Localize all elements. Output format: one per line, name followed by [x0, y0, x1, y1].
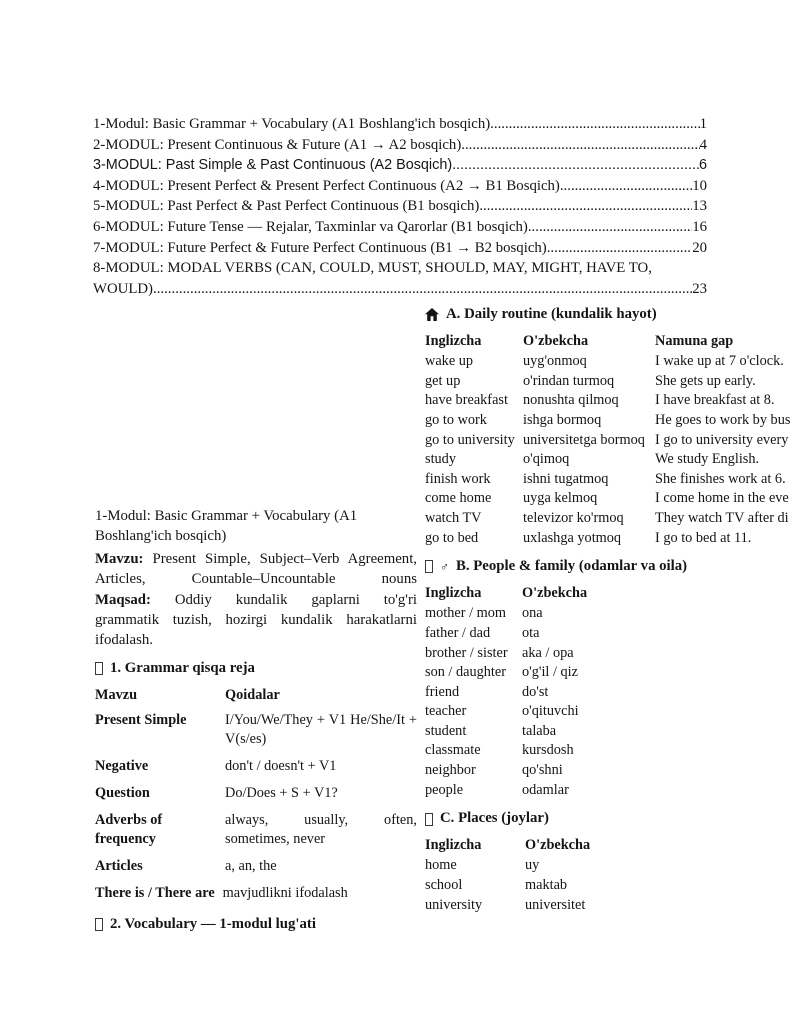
toc-entry-title: 1-Modul: Basic Grammar + Vocabulary (A1 Boshlang'ich bosqich) — [93, 116, 491, 132]
section-1-heading — [95, 658, 417, 678]
grammar-topic-header: Mavzu — [95, 687, 138, 704]
toc-entry — [93, 279, 707, 300]
example-cell: I have breakfast at 8. — [655, 392, 775, 409]
column-header: O'zbekcha — [522, 584, 588, 601]
toc-leader-dots — [528, 217, 692, 238]
vocab-uz-cell: ona — [522, 605, 543, 622]
vocab-en-cell: school — [425, 877, 463, 894]
toc-entry-title: 7-MODUL: Future Perfect & Future Perfect Continuous (B1 → B2 bosqich) — [93, 239, 547, 256]
vocab-uz-cell: o'qimoq — [523, 451, 570, 468]
grammar-rule-cell: always, usually, often, sometimes, never — [225, 812, 417, 848]
mavzu-text: Present Simple, Subject–Verb Agreement, Articles, Countable–Uncountable nouns — [95, 550, 417, 588]
toc-entry-title: 3-MODUL: Past Simple & Past Continuous (A2 Bosqich) — [93, 157, 453, 174]
column-header: O'zbekcha — [523, 332, 589, 349]
grammar-rule-cell: don't / doesn't + V1 — [225, 758, 337, 775]
table-row — [95, 853, 417, 880]
toc-leader-dots — [452, 155, 699, 176]
people-family-table — [425, 584, 800, 801]
vocab-en-cell: go to university — [425, 431, 515, 448]
toc-entry — [93, 238, 707, 259]
example-cell: I come home in the eve — [655, 490, 789, 507]
toc-leader-dots — [547, 238, 692, 259]
example-cell: He goes to work by bus — [655, 411, 791, 428]
toc-leader-dots — [461, 135, 699, 156]
mavzu-paragraph — [95, 549, 417, 590]
section-a-heading — [425, 305, 800, 325]
vocab-uz-cell: kursdosh — [522, 742, 574, 759]
table-row — [95, 780, 417, 807]
vocab-en-cell: get up — [425, 372, 461, 389]
toc-entry-page: 10 — [692, 177, 707, 194]
missing-glyph-icon — [95, 918, 103, 931]
toc-leader-dots — [560, 176, 692, 197]
toc-entry-page: 20 — [692, 239, 707, 256]
grammar-rule-cell: I/You/We/They + V1 He/She/It + V(s/es) — [225, 712, 417, 748]
vocab-en-cell: come home — [425, 490, 492, 507]
vocab-en-cell: home — [425, 857, 457, 874]
toc-leader-dots — [490, 114, 699, 135]
right-column — [425, 303, 800, 915]
vocab-uz-cell: talaba — [522, 722, 557, 739]
example-cell: I wake up at 7 o'clock. — [655, 353, 784, 370]
vocab-en-cell: go to bed — [425, 529, 479, 546]
toc-entry-page: 23 — [692, 280, 707, 297]
grammar-rule-cell: a, an, the — [225, 858, 277, 875]
column-header: Namuna gap — [655, 332, 734, 349]
male-sign-icon: ♂ — [440, 559, 449, 574]
vocab-uz-cell: nonushta qilmoq — [523, 392, 619, 409]
grammar-topic-cell: Negative — [95, 758, 149, 775]
vocab-uz-cell: universitetga bormoq — [523, 431, 645, 448]
vocab-uz-cell: televizor ko'rmoq — [523, 509, 624, 526]
vocab-en-cell: people — [425, 781, 464, 798]
vocab-uz-cell: aka / opa — [522, 644, 574, 661]
vocab-en-cell: father / dad — [425, 624, 491, 641]
column-header: Inglizcha — [425, 584, 482, 601]
toc-entry — [93, 258, 707, 279]
vocab-uz-cell: uxlashga yotmoq — [523, 529, 622, 546]
section-b-title: B. People & family (odamlar va oila) — [456, 558, 688, 575]
vocab-en-cell: brother / sister — [425, 644, 508, 661]
vocab-en-cell: finish work — [425, 470, 491, 487]
module-title: 1-Modul: Basic Grammar + Vocabulary (A1 Boshlang'ich bosqich) — [95, 508, 358, 545]
vocab-uz-cell: o'g'il / qiz — [522, 664, 578, 681]
grammar-rule-header: Qoidalar — [225, 687, 280, 704]
toc-entry — [93, 176, 707, 197]
example-cell: She finishes work at 6. — [655, 470, 786, 487]
toc-leader-dots — [153, 279, 692, 300]
toc-leader-dots — [479, 196, 692, 217]
vocab-uz-cell: ishga bormoq — [523, 411, 602, 428]
table-header-row — [95, 684, 417, 707]
toc-entry-title: 8-MODUL: MODAL VERBS (CAN, COULD, MUST, SHOULD, MAY, MIGHT, HAVE TO, — [93, 260, 652, 277]
vocab-uz-cell: ishni tugatmoq — [523, 470, 609, 487]
example-cell: She gets up early. — [655, 372, 756, 389]
vocab-uz-cell: uyg'onmoq — [523, 353, 587, 370]
toc-entry — [93, 196, 707, 217]
table-row — [95, 707, 417, 753]
toc-entry-title: 6-MODUL: Future Tense — Rejalar, Taxminlar va Qarorlar (B1 bosqich) — [93, 218, 528, 235]
vocab-en-cell: student — [425, 722, 467, 739]
vocab-en-cell: mother / mom — [425, 605, 507, 622]
house-icon — [425, 308, 439, 321]
mavzu-label: Mavzu: — [95, 550, 144, 567]
toc-entry-title: 5-MODUL: Past Perfect & Past Perfect Continuous (B1 bosqich) — [93, 198, 480, 215]
vocab-uz-cell: qo'shni — [522, 762, 563, 779]
grammar-table — [95, 684, 417, 907]
vocab-en-cell: son / daughter — [425, 664, 506, 681]
table-of-contents — [93, 114, 707, 299]
grammar-rule-cell: mavjudlikni ifodalash — [222, 885, 348, 902]
maqsad-paragraph — [95, 590, 417, 651]
vocab-uz-cell: o'rindan turmoq — [523, 372, 615, 389]
toc-entry-page: 1 — [699, 116, 707, 132]
grammar-topic-cell: Articles — [95, 858, 143, 875]
vocab-uz-cell: uy — [525, 857, 540, 874]
toc-entry — [93, 155, 707, 176]
vocab-uz-cell: odamlar — [522, 781, 569, 798]
vocab-en-cell: classmate — [425, 742, 481, 759]
section-b-heading — [425, 557, 800, 577]
vocab-en-cell: university — [425, 896, 483, 913]
column-header: Inglizcha — [425, 332, 482, 349]
daily-routine-table — [425, 332, 800, 549]
toc-entry-title: WOULD) — [93, 280, 153, 297]
section-2-heading — [95, 914, 417, 934]
toc-entry — [93, 217, 707, 238]
places-table — [425, 836, 800, 915]
vocab-uz-cell: ota — [522, 624, 540, 641]
example-cell: We study English. — [655, 451, 760, 468]
grammar-topic-cell: Present Simple — [95, 712, 187, 729]
vocab-uz-cell: universitet — [525, 896, 586, 913]
left-column — [95, 506, 417, 941]
example-cell: They watch TV after di — [655, 509, 789, 526]
toc-entry — [93, 135, 707, 156]
vocab-en-cell: friend — [425, 683, 460, 700]
toc-entry-page: 6 — [698, 157, 707, 174]
missing-glyph-icon — [425, 813, 433, 826]
vocab-en-cell: go to work — [425, 411, 487, 428]
toc-entry-page: 13 — [692, 198, 707, 215]
missing-glyph-icon — [95, 662, 103, 675]
section-a-title: A. Daily routine (kundalik hayot) — [446, 306, 657, 322]
section-c-heading — [425, 809, 800, 829]
table-row — [95, 753, 417, 780]
table-row — [95, 807, 417, 853]
toc-entry-title: 4-MODUL: Present Perfect & Present Perfect Continuous (A2 → B1 Bosqich) — [93, 177, 560, 194]
maqsad-label: Maqsad: — [95, 591, 151, 608]
grammar-topic-cell: Adverbs of frequency — [95, 812, 163, 848]
missing-glyph-icon — [425, 560, 433, 573]
grammar-rule-cell: Do/Does + S + V1? — [225, 785, 338, 802]
vocab-en-cell: teacher — [425, 703, 467, 720]
toc-entry-title: 2-MODUL: Present Continuous & Future (A1 → A2 bosqich) — [93, 136, 462, 153]
table-row — [95, 880, 417, 907]
vocab-en-cell: have breakfast — [425, 392, 508, 409]
toc-entry-page: 16 — [692, 218, 707, 235]
vocab-en-cell: watch TV — [425, 509, 482, 526]
toc-entry — [93, 114, 707, 135]
example-cell: I go to university every — [655, 431, 789, 448]
grammar-topic-cell: Question — [95, 785, 150, 802]
vocab-uz-cell: maktab — [525, 877, 568, 894]
section-2-title: 2. Vocabulary — 1-modul lug'ati — [110, 916, 316, 933]
column-header: O'zbekcha — [525, 836, 591, 853]
section-1-title: 1. Grammar qisqa reja — [110, 659, 255, 676]
grammar-topic-cell: There is / There are — [95, 885, 215, 902]
toc-entry-page: 4 — [699, 136, 707, 153]
vocab-uz-cell: o'qituvchi — [522, 703, 579, 720]
section-c-title: C. Places (joylar) — [440, 810, 549, 827]
vocab-en-cell: neighbor — [425, 762, 476, 779]
column-header: Inglizcha — [425, 836, 482, 853]
vocab-en-cell: wake up — [425, 353, 474, 370]
example-cell: I go to bed at 11. — [655, 529, 752, 546]
vocab-en-cell: study — [425, 451, 456, 468]
vocab-uz-cell: uyga kelmoq — [523, 490, 598, 507]
vocab-uz-cell: do'st — [522, 683, 549, 700]
maqsad-text: Oddiy kundalik gaplarni to'g'ri grammatik tuzish, hozirgi kundalik harakatlarni ifodalash. — [95, 591, 417, 649]
